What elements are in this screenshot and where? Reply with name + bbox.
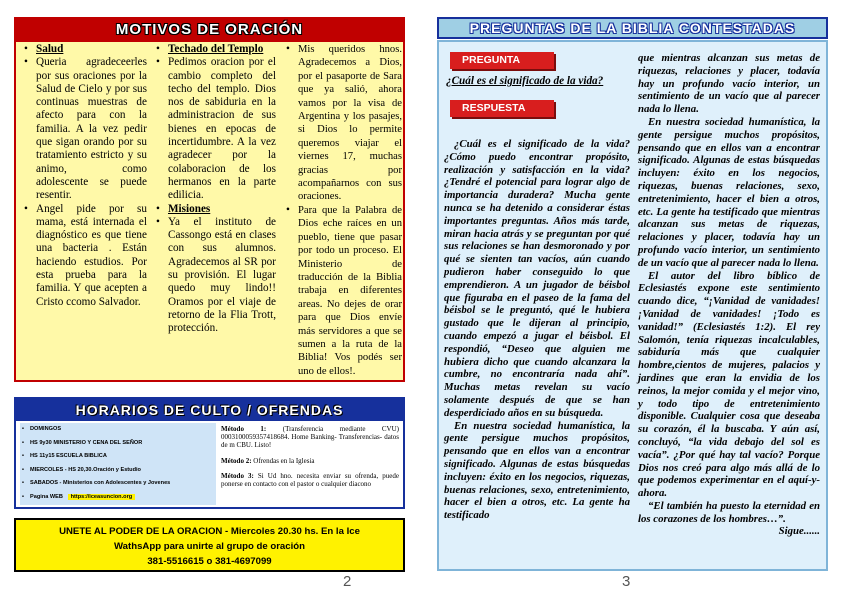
- page-number-right: 3: [622, 573, 631, 590]
- web-item: [20, 491, 216, 505]
- motivos-column-1: [22, 43, 147, 309]
- unete-banner: [14, 518, 405, 572]
- prayer-heading-misiones: • Misiones: [154, 203, 276, 216]
- sigue-label: Sigue......: [778, 525, 820, 538]
- motivos-column-2: [154, 43, 276, 336]
- question-text: ¿Cuál es el significado de la vida?: [446, 75, 604, 87]
- answer-paragraph: que mientras alcanzan sus metas de riquezas, relaciones y placer, todavía hay un profundo vacío interior, un sentimiento de un vacío que al parecer nada lo llena.: [638, 52, 820, 116]
- motivos-column-3: [284, 43, 402, 378]
- answer-column-2: [638, 52, 820, 538]
- schedule-item: • MIERCOLES - HS 20,30.Oración y Estudio: [20, 464, 216, 478]
- prayer-item: • Queria agradeceerles por sus oraciones por la Salud de Cielo y por sus continuas muestras de afecto para con la familia. A la vez pedir que sigan orando por su tratamiento estricto y su animo, como adolescente se puede resentir.: [22, 56, 147, 202]
- motivos-title: MOTIVOS DE ORACIÓN: [16, 19, 403, 42]
- prayer-item: • Para que la Palabra de Dios eche raíces en un pueblo, tiene que pasar por todo un proceso. El Ministerio de traducción de la Biblia trabaja en diferentes areas. No dejes de orar para que Dios envíe más servidores a que se sumen a la ruta de la Biblia! Vos podés ser uno de ellos!.: [284, 204, 402, 378]
- answer-paragraph: El autor del libro bíblico de Eclesiastés expone este sentimiento cuando dice, “¡Vanidad de vanidades! ¡Vanidad de vanidades! ¡Todo es vanidad!” (Eclesiastés 1:2). El rey Salomón, tenía riquezas incalculables, sabiduría más que cualquier hombre,cientos de mujeres, palacios y jardines que eran la envidia de los reinos, la mejor comida y el mejor vino, y todo tipo de entretenimiento disponible. Cualquier cosa que deseaba su corazón, él la buscaba. Y aún así, concluyó, “la vida debajo del sol es vacía”. ¿Por qué hay tal vacío? Porque Dios nos creó para algo más allá de lo que podemos experimentar en el aquí-y-ahora.: [638, 269, 820, 500]
- answer-column-1: [444, 138, 630, 522]
- metodo-3: Método 3: Si Ud hno. necesita enviar su ofrenda, puede ponerse en contacto con el pastor o cualquier diacono: [221, 471, 399, 489]
- answer-paragraph: En nuestra sociedad humanística, la gente persigue muchos propósitos, pensando que en ellos van a encontrar significado. Algunas de estas búsquedas incluyen: éxito en los negocios, riquezas, buenas relaciones, sexo, entretenimiento, hacer el bien a otros, etc. La gente ha testificado que mientras alcanzan sus metas de riquezas, relaciones y placer, todavía hay un profundo vacío interior, un sentimiento de un vacío que al parecer nada lo llena.: [638, 115, 820, 269]
- answer-paragraph: ¿Cuál es el significado de la vida? ¿Cómo puedo encontrar propósito, realización y satisfacción en la vida? ¿Tendré el potencial para lograr algo de importancia duradera? Mucha gente nunca se ha detenido a considerar éstas importantes preguntas. Años más tarde, miran hacia atrás y se preguntan por qué sus relaciones se han desmoronado y por qué se sienten tan vacíos, aún cuando pudieron haber conseguido lo que emprendieron. A un jugador de béisbol que figuraba en el paseo de la fama del béisbol se le preguntó, qué le hubiera gustado que le dijeran al principio, cuando empezó a jugar el béisbol. El respondió, “Deseo que alguien me hubiera dicho que cuando alcanzara la cumbre, no encontraría nada ahí”. Muchas metas revelan su vacío solamente después de que se han desperdiciado años en su búsqueda.: [444, 138, 630, 419]
- unete-line-2: WathsApp para unirte al grupo de oración: [113, 541, 305, 552]
- prayer-item: • Mis queridos hnos. Agradecemos a Dios, por el pasaporte de Sara que ya salió, ahora vamos por la visa de Argentina y los pasajes, si Dios lo permite queremos viajar el viernes 17, muchas gracias por acompañarnos con sus oraciones.: [284, 43, 402, 204]
- metodo-2: Método 2: Ofrendas en la Iglesia: [221, 456, 315, 465]
- prayer-item: • Pedimos oracion por el cambio completo del techo del templo. Dios nos de sabiduria en la administracion de sus bienes en epocas de incertidumbre. A la vez agradecer por la colaboracion de los hermanos en la parte edilicia.: [154, 56, 276, 202]
- horarios-list: [20, 423, 216, 505]
- unete-phones: 381-5516615 o 381-4697099: [147, 556, 272, 567]
- pregunta-tag: PREGUNTA: [450, 52, 554, 69]
- prayer-item: • Ya el instituto de Cassongo está en clases con sus alumnos. Agradecemos al SR por su provisión. El lugar quedo muy lindo!! Oramos por el viaje de retorno de la Flia Trott, protección.: [154, 216, 276, 336]
- page-number-left: 2: [343, 573, 352, 590]
- preguntas-title: PREGUNTAS DE LA BIBLIA CONTESTADAS: [437, 17, 828, 39]
- answer-paragraph: “El también ha puesto la eternidad en los corazones de los hombres…”.: [638, 499, 820, 525]
- motivos-panel: [14, 17, 405, 382]
- unete-line-1: UNETE AL PODER DE LA ORACION - Miercoles 20.30 hs. En la Ice: [59, 526, 360, 537]
- prayer-item: • Angel pide por su mama, está internada el diagnóstico es que tiene una bacteria . Están haciendo estudios. Por esta prueba para la familia. Y que acepten a Cristo ccomo Salvador.: [22, 203, 147, 309]
- ofrendas-metodos: [221, 425, 399, 495]
- horarios-panel: [14, 397, 405, 509]
- schedule-item: • SABADOS - Ministerios con Adolescentes y Jovenes: [20, 477, 216, 491]
- schedule-item: • DOMINGOS: [20, 423, 216, 437]
- answer-paragraph: En nuestra sociedad humanística, la gente persigue muchos propósitos, pensando que en ellos van a encontrar significado. Algunas de estas búsquedas incluyen: éxito en los negocios, riquezas, buenas relaciones, sexo, entretenimiento, hacer el bien a otros, etc. La gente ha testificado: [444, 419, 630, 522]
- horarios-title: HORARIOS DE CULTO / OFRENDAS: [16, 399, 403, 421]
- metodo-1: Método 1: (Transferencia mediante CVU) 0003100059357418684. Home Banking- Transferencias- datos de m CBU. Listo!: [221, 425, 400, 450]
- schedule-item: • HS 9y30 MINISTERIO Y CENA DEL SEÑOR: [20, 437, 216, 451]
- prayer-heading-salud: • Salud: [22, 43, 147, 56]
- schedule-item: • HS 11y15 ESCUELA BIBLICA: [20, 450, 216, 464]
- prayer-heading-techado: • Techado del Templo: [154, 43, 276, 56]
- respuesta-tag: RESPUESTA: [450, 100, 554, 117]
- web-label: Pagina WEB: [30, 493, 63, 500]
- web-link[interactable]: https://iceasuncion.org: [68, 494, 136, 500]
